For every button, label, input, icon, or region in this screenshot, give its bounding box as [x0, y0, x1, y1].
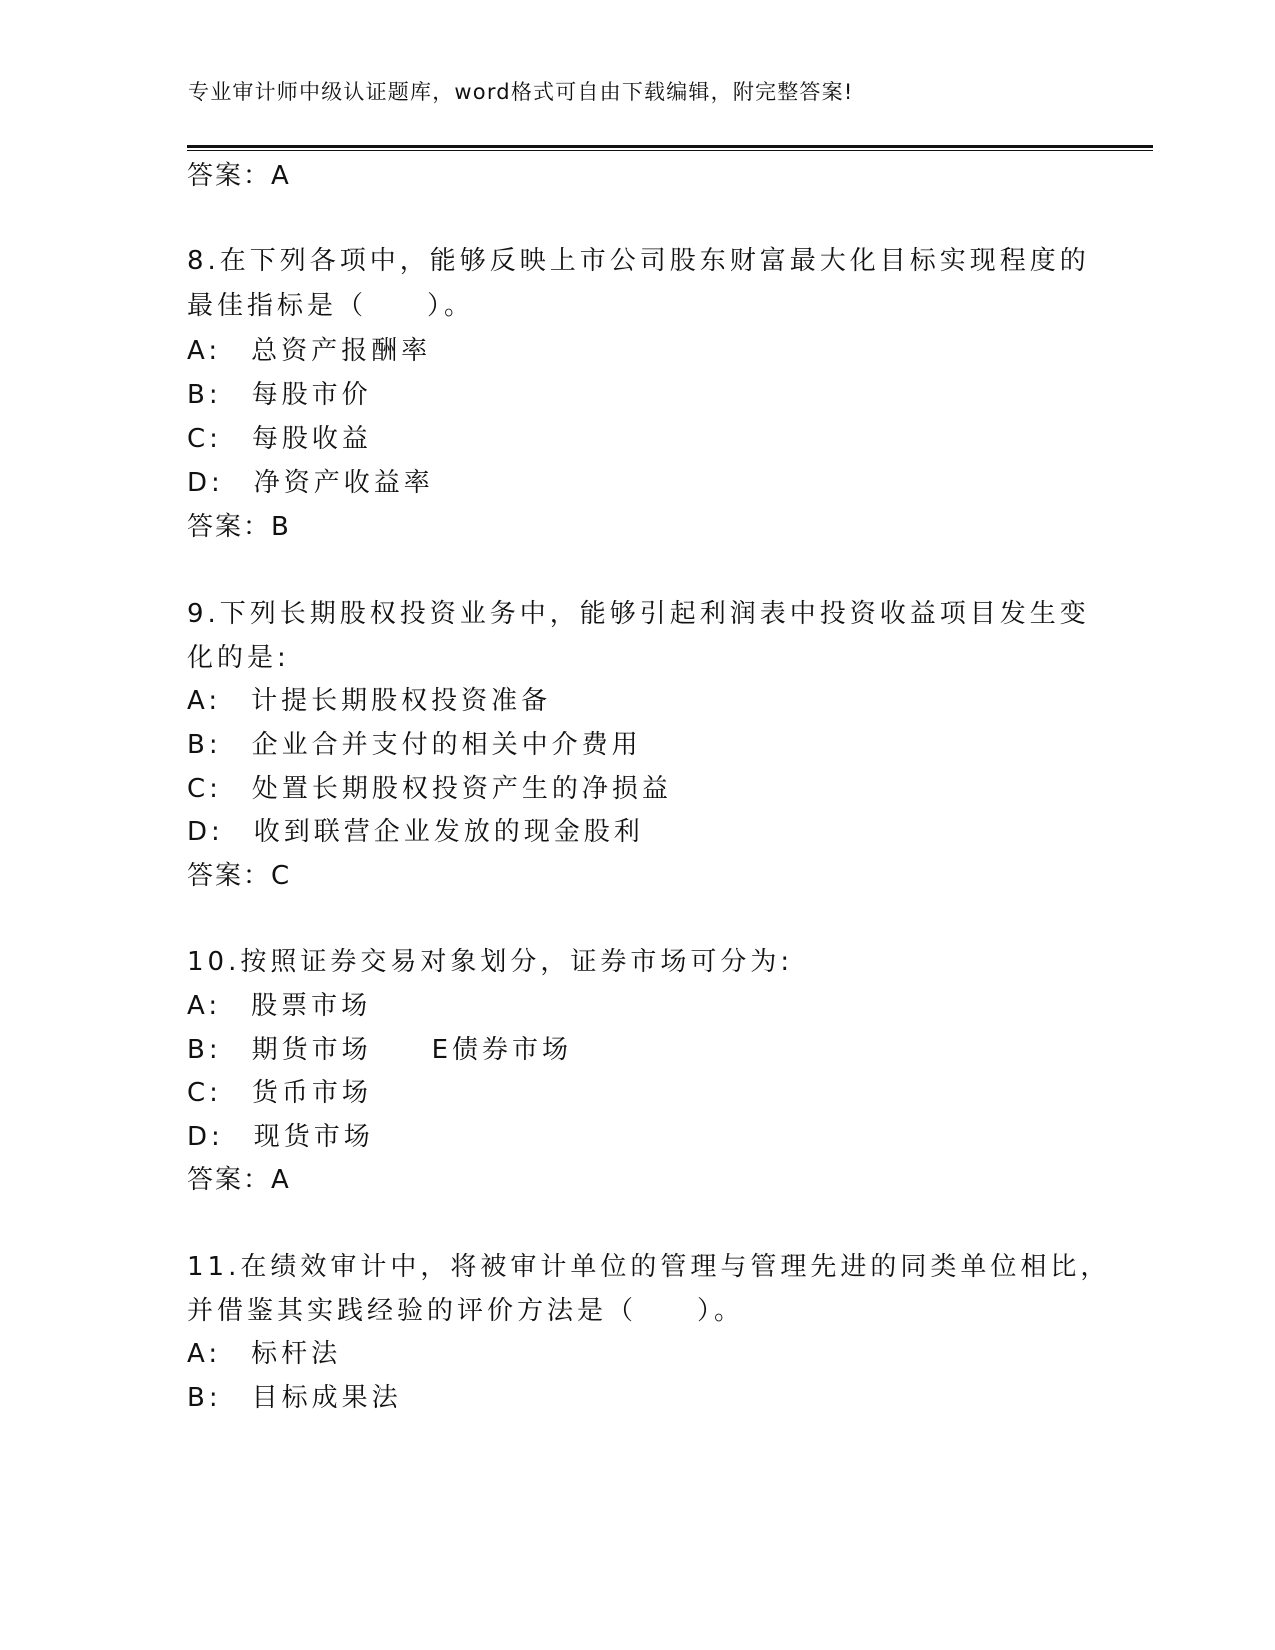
option-a: A: 标杆法 — [187, 1339, 342, 1369]
answer-label: 答案：B — [187, 512, 291, 542]
question-stem: 化的是: — [187, 643, 290, 673]
header-rule-thin — [187, 150, 1153, 151]
question-stem: 9.下列长期股权投资业务中，能够引起利润表中投资收益项目发生变 — [187, 599, 1090, 629]
option-b: B: 企业合并支付的相关中介费用 — [187, 730, 642, 760]
option-a: A: 总资产报酬率 — [187, 336, 432, 366]
option-b: B: 每股市价 — [187, 380, 372, 410]
answer-label: 答案：A — [187, 161, 291, 191]
question-stem: 并借鉴其实践经验的评价方法是（ ）。 — [187, 1296, 745, 1326]
option-d: D: 净资产收益率 — [187, 468, 434, 498]
option-a: A: 计提长期股权投资准备 — [187, 686, 552, 716]
option-d: D: 现货市场 — [187, 1122, 374, 1152]
option-d: D: 收到联营企业发放的现金股利 — [187, 817, 644, 847]
answer-label: 答案：A — [187, 1165, 291, 1195]
option-b: B: 期货市场 E债券市场 — [187, 1035, 573, 1065]
header-rule — [187, 145, 1153, 148]
question-stem: 10.按照证券交易对象划分，证券市场可分为: — [187, 947, 794, 977]
question-stem: 8.在下列各项中，能够反映上市公司股东财富最大化目标实现程度的 — [187, 246, 1090, 276]
option-a: A: 股票市场 — [187, 991, 372, 1021]
option-c: C: 货币市场 — [187, 1078, 372, 1108]
answer-label: 答案：C — [187, 861, 292, 891]
page-header: 专业审计师中级认证题库，word格式可自由下载编辑，附完整答案! — [188, 80, 854, 104]
question-stem: 最佳指标是（ ）。 — [187, 291, 475, 321]
question-stem: 11.在绩效审计中，将被审计单位的管理与管理先进的同类单位相比， — [187, 1252, 1111, 1282]
option-c: C: 处置长期股权投资产生的净损益 — [187, 774, 672, 804]
option-b: B: 目标成果法 — [187, 1383, 402, 1413]
option-c: C: 每股收益 — [187, 424, 372, 454]
